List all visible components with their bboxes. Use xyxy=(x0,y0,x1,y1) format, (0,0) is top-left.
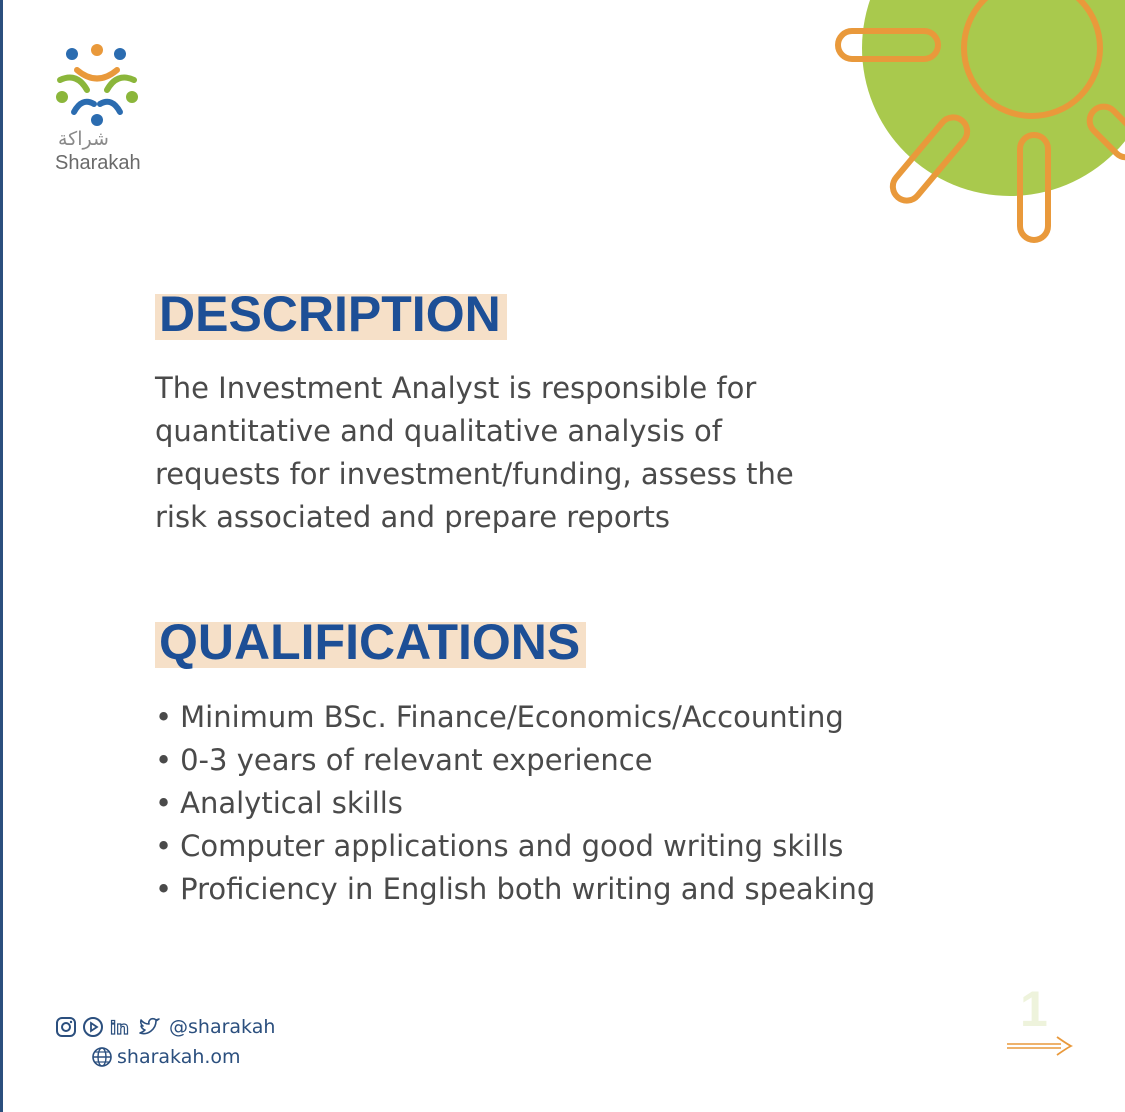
bullet-icon: • xyxy=(155,872,173,906)
website-row xyxy=(91,1042,275,1072)
description-line: risk associated and prepare reports xyxy=(155,500,670,534)
bullet-icon: • xyxy=(155,743,173,777)
brand-name-arabic: شراكة xyxy=(58,128,109,150)
description-heading: DESCRIPTION xyxy=(155,288,507,340)
website-link[interactable]: sharakah.om xyxy=(117,1046,241,1068)
description-line: requests for investment/funding, assess the xyxy=(155,457,794,491)
footer xyxy=(55,1012,275,1072)
qualifications-heading: QUALIFICATIONS xyxy=(155,616,586,668)
social-row xyxy=(55,1012,275,1042)
list-item: • Computer applications and good writing skills xyxy=(155,829,844,863)
description-line: quantitative and qualitative analysis of xyxy=(155,414,722,448)
arrow-right-icon[interactable] xyxy=(1005,1033,1073,1059)
twitter-icon[interactable] xyxy=(137,1016,161,1038)
instagram-icon[interactable] xyxy=(55,1016,77,1038)
list-item: • 0-3 years of relevant experience xyxy=(155,743,653,777)
sun-decoration xyxy=(0,0,1125,260)
bullet-icon: • xyxy=(155,786,173,820)
social-handle[interactable]: @sharakah xyxy=(169,1016,276,1038)
bullet-icon: • xyxy=(155,700,173,734)
brand-name: Sharakah xyxy=(55,152,141,174)
linkedin-icon[interactable] xyxy=(109,1016,133,1038)
left-border xyxy=(0,0,3,1112)
youtube-icon[interactable] xyxy=(81,1016,105,1038)
list-item: • Proficiency in English both writing and speaking xyxy=(155,872,876,906)
globe-icon xyxy=(91,1046,113,1068)
list-item: • Minimum BSc. Finance/Economics/Accounting xyxy=(155,700,844,734)
svg-text:in: in xyxy=(110,1018,129,1038)
page-number: 1 xyxy=(1020,981,1048,1037)
list-item: • Analytical skills xyxy=(155,786,403,820)
qualifications-list xyxy=(155,696,875,911)
description-line: The Investment Analyst is responsible for xyxy=(155,371,757,405)
description-text xyxy=(155,367,855,539)
bullet-icon: • xyxy=(155,829,173,863)
